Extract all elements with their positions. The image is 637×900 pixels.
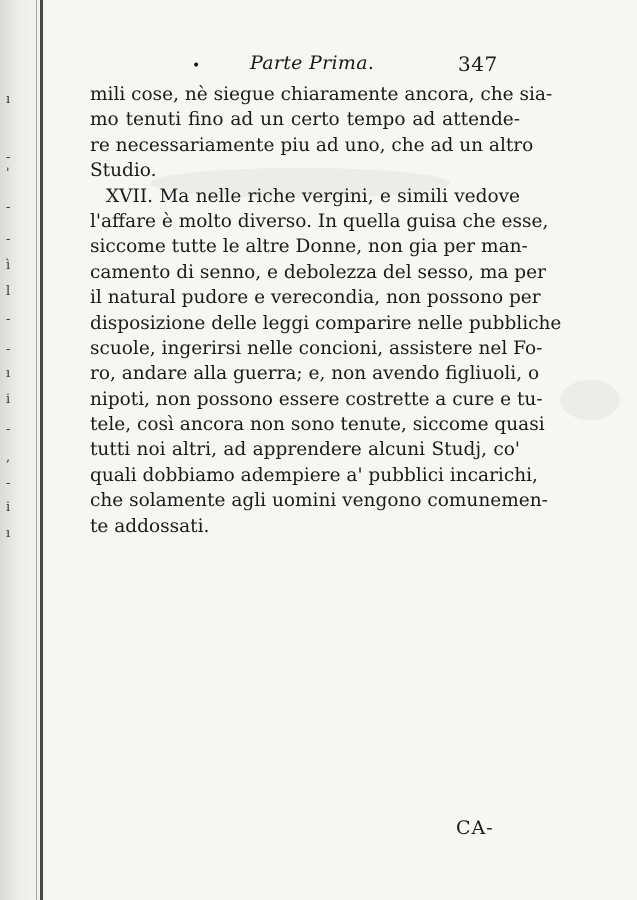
text-line: siccome tutte le altre Donne, non gia per man- (90, 236, 528, 258)
text-line: il natural pudore e verecondia, non possono per (90, 287, 541, 309)
binding-edge (40, 0, 43, 900)
text-line: che solamente agli uomini vengono comunemen- (90, 490, 548, 512)
text-line: re necessariamente piu ad uno, che ad un altro (90, 134, 534, 156)
gutter-mark: l (6, 284, 11, 299)
gutter-mark: , (6, 450, 11, 465)
text-line: l'affare è molto diverso. In quella guisa che esse, (90, 210, 549, 232)
gutter-mark: - (6, 150, 11, 165)
text-line: tutti noi altri, ad apprendere alcuni Studj, co' (90, 439, 520, 461)
text-line: nipoti, non possono essere costrette a cure e tu- (90, 388, 543, 410)
gutter-mark: - (6, 342, 11, 357)
page-header (90, 52, 520, 82)
gutter-mark: ' (6, 166, 10, 181)
gutter-mark: - (6, 232, 11, 247)
text-line: te addossati. (90, 515, 210, 537)
text-line: camento di senno, e debolezza del sesso, ma per (90, 261, 546, 283)
text-line: Studio. (90, 160, 157, 182)
gutter-mark: ı (6, 92, 11, 107)
text-line: mo tenuti fino ad un certo tempo ad attende- (90, 109, 520, 131)
header-dot: • (192, 58, 201, 74)
text-line: scuole, ingerirsi nelle concioni, assistere nel Fo- (90, 337, 543, 359)
gutter-mark: ı (6, 366, 11, 381)
catchword: CA- (456, 817, 494, 839)
gutter-mark: - (6, 476, 11, 491)
text-line: mili cose, nè siegue chiaramente ancora, che sia- (90, 84, 553, 105)
paragraph-start-line: XVII. Ma nelle riche vergini, e simili vedove (106, 185, 520, 207)
gutter-mark: i (6, 392, 11, 407)
text-line: tele, così ancora non sono tenute, siccome quasi (90, 414, 545, 436)
gutter-mark: - (6, 312, 11, 327)
book-page (90, 52, 562, 539)
gutter-mark: - (6, 422, 11, 437)
text-line: ro, andare alla guerra; e, non avendo figliuoli, o (90, 363, 540, 385)
page-number: 347 (458, 52, 498, 76)
gutter-mark: i (6, 500, 11, 515)
gutter-mark: ì (6, 258, 11, 273)
body-text (90, 82, 562, 539)
binding-shadow (36, 0, 37, 900)
gutter-mark: ı (6, 526, 11, 541)
text-line: disposizione delle leggi comparire nelle pubbliche (90, 312, 562, 334)
gutter-mark: - (6, 200, 11, 215)
text-line: quali dobbiamo adempiere a' pubblici incarichi, (90, 464, 538, 486)
paper-stain (560, 380, 620, 420)
running-head: Parte Prima. (250, 52, 375, 74)
binding-gutter (0, 0, 44, 900)
